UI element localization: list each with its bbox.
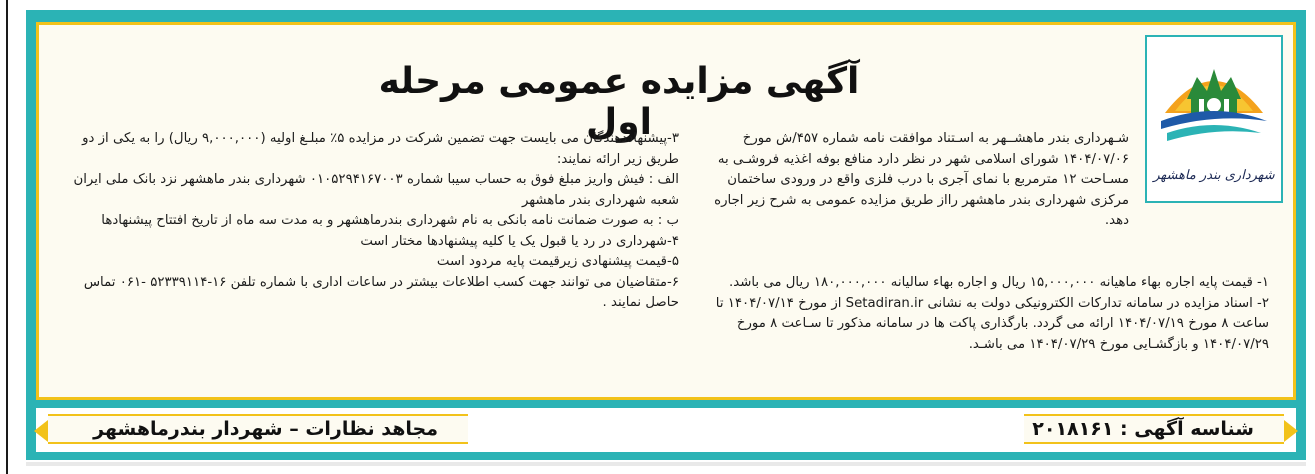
left-items [69, 129, 679, 314]
intro-paragraph [689, 129, 1129, 232]
band-arrow-icon [34, 420, 48, 442]
ad-id-band [1024, 414, 1284, 444]
list-item: الف : فیش واریز مبلغ فوق به حساب سیبا شماره ۰۱۰۵۲۹۴۱۶۷۰۰۳ شهرداری بندر ماهشهر نزد بانک ملی ایران شعبه شهرداری بندر ماهشهر [73, 172, 679, 208]
intro-text: شـهرداری بندر ماهشــهر به اسـتناد موافقت نامه شماره ۴۵۷/ش مورخ ۱۴۰۴/۰۷/۰۶ شورای اسلامی شهر در نظر دارد منافع بوفه اغذیه فروشـی به مسـاحت ۱۲ مترمربع با نمای آجری با درب فلزی واقع در ورودی ساختمان مرکزی شهرداری بندر ماهشهر رااز طریق مزایده عمومی به شرح زیر اجاره دهد. [714, 131, 1129, 228]
ad-title: آگهی مزایده عمومی مرحله اول [378, 61, 860, 143]
signature-text: مجاهد نظارات – شهردار بندرماهشهر [93, 418, 438, 440]
page-edge-rule [6, 0, 8, 474]
list-item: ۶-متقاضیان می توانند جهت کسب اطلاعات بیشتر در ساعات اداری با شماره تلفن ۱۶-۵۲۳۳۹۱۱۴ -۰۶۱ تماس حاصل نمایند . [83, 274, 679, 310]
logo-emblem-icon [1157, 55, 1271, 147]
bottom-strip [26, 462, 1306, 466]
ad-content-panel [36, 22, 1296, 400]
band-arrow-icon [1284, 420, 1298, 442]
ad-frame [26, 10, 1306, 460]
list-item: ۵-قیمت پیشنهادی زیرقیمت پایه مردود است [436, 254, 679, 269]
list-item: ب : به صورت ضمانت نامه بانکی به نام شهرداری بندرماهشهر و به مدت سه ماه از تاریخ افتتاح پیشنهادها [101, 213, 679, 228]
ad-id-text: شناسه آگهی : ۲۰۱۸۱۶۱ [1032, 418, 1254, 440]
signature-band [48, 414, 468, 444]
logo-caption: شهرداری بندر ماهشهر [1153, 168, 1275, 183]
ad-footer [36, 408, 1296, 452]
list-item: ۲- اسناد مزایده در سامانه تدارکات الکترونیکی دولت به نشانی Setadiran.ir از مورخ ۱۴۰۴/۰۷/۱۴ تا ساعت ۸ مورخ ۱۴۰۴/۰۷/۱۹ ارائه می گردد. بارگذاری پاکت ها در سامانه مذکور تا سـاعت ۸ مورخ ۱۴۰۴/۰۷/۲۹ و بازگشـایی مورخ ۱۴۰۴/۰۷/۲۹ می باشـد. [715, 295, 1269, 352]
list-item: ۴-شهرداری در رد یا قبول یک یا کلیه پیشنهادها مختار است [360, 233, 679, 249]
list-item: ۱- قیمت پایه اجاره بهاء ماهیانه ۱۵,۰۰۰,۰۰۰ ریال و اجاره بهاء سالیانه ۱۸۰,۰۰۰,۰۰۰ ریال می باشد. [729, 275, 1269, 290]
municipality-logo [1145, 35, 1283, 203]
list-item: ۳-پیشنهاددهندگان می بایست جهت تضمین شرکت در مزایده ۵٪ مبلـغ اولیه (۹,۰۰۰,۰۰۰ ریال) را به یکی از دو طریق زیر ارائه نمایند: [82, 131, 679, 167]
right-items [689, 273, 1269, 355]
